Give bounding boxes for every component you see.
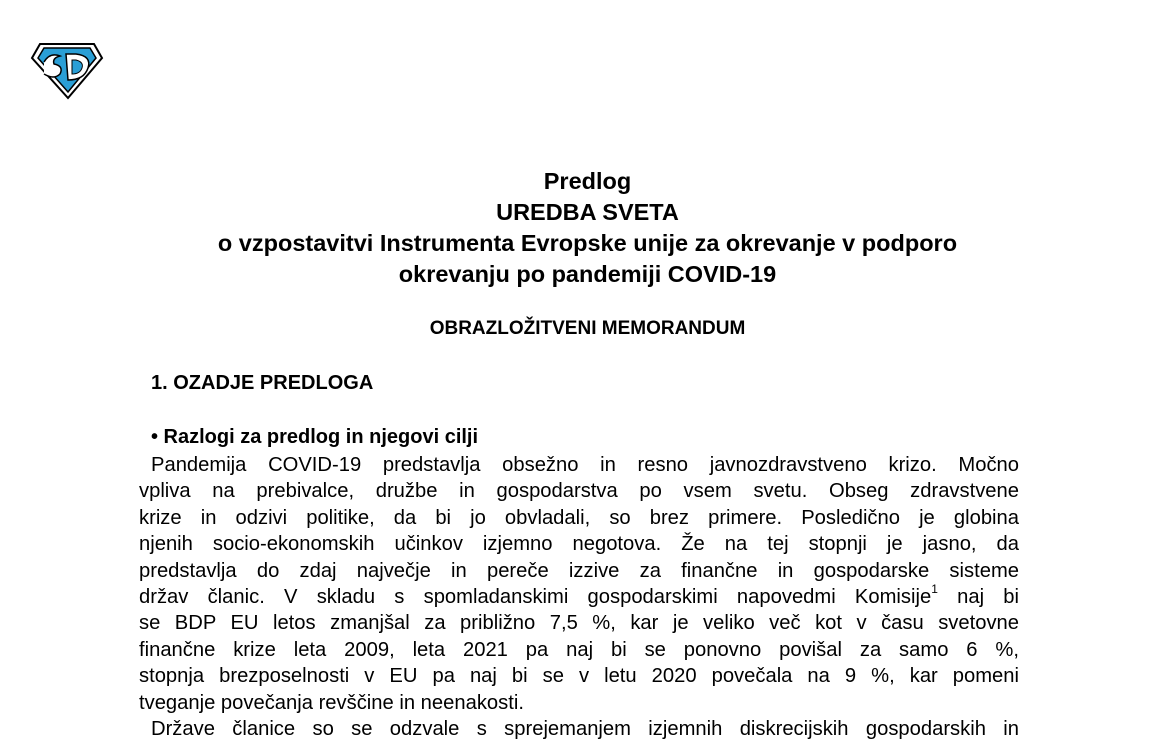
paragraph-line: finančne krize leta 2009, leta 2021 pa naj bi se ponovno povišal za samo 6 %, bbox=[139, 638, 1019, 661]
next-paragraph-line: Države članice so se odzvale s sprejemanjem izjemnih diskrecijskih gospodarskih in bbox=[151, 717, 1019, 740]
logo-icon bbox=[30, 40, 104, 100]
title-line-1: Predlog bbox=[543, 168, 632, 194]
paragraph-line: predstavlja do zdaj največje in pereče izzive za finančne in gospodarske sisteme bbox=[139, 559, 1019, 582]
footnote-mark[interactable]: 1 bbox=[931, 582, 938, 597]
memo-heading: OBRAZLOŽITVENI MEMORANDUM bbox=[429, 318, 746, 339]
paragraph-line-with-footnote bbox=[139, 584, 1019, 610]
paragraph-line: se BDP EU letos zmanjšal za približno 7,5 %, kar je veliko več kot v času svetovne bbox=[139, 612, 1019, 635]
paragraph-line-text: držav članic. V skladu s spomladanskimi gospodarskimi napovedmi Komisije bbox=[139, 585, 932, 608]
paragraph-line: njenih socio-ekonomskih učinkov izjemno negotova. Že na tej stopnji je jasno, da bbox=[139, 533, 1019, 556]
title-line-3: o vzpostavitvi Instrumenta Evropske unije za okrevanje v podporo bbox=[217, 230, 958, 256]
paragraph-line: tveganje povečanja revščine in neenakosti. bbox=[139, 691, 524, 714]
paragraph-line: vpliva na prebivalce, družbe in gospodarstva po vsem svetu. Obseg zdravstvene bbox=[139, 480, 1019, 503]
paragraph-line: Pandemija COVID-19 predstavlja obsežno in resno javnozdravstveno krizo. Močno bbox=[151, 454, 1019, 476]
body-paragraph bbox=[139, 452, 1019, 742]
paragraph-line: krize in odzivi politike, da bi jo obvladali, so brez primere. Posledično je globina bbox=[139, 506, 1019, 529]
section-heading: 1. OZADJE PREDLOGA bbox=[151, 372, 374, 394]
document-title bbox=[120, 166, 1055, 290]
title-line-2: UREDBA SVETA bbox=[496, 199, 679, 225]
paragraph-line-tail: naj bi bbox=[937, 585, 1019, 608]
bullet-heading: • Razlogi za predlog in njegovi cilji bbox=[151, 426, 479, 448]
title-line-4: okrevanju po pandemiji COVID-19 bbox=[398, 261, 777, 287]
paragraph-line: stopnja brezposelnosti v EU pa naj bi se v letu 2020 povečala na 9 %, kar pomeni bbox=[139, 665, 1019, 688]
